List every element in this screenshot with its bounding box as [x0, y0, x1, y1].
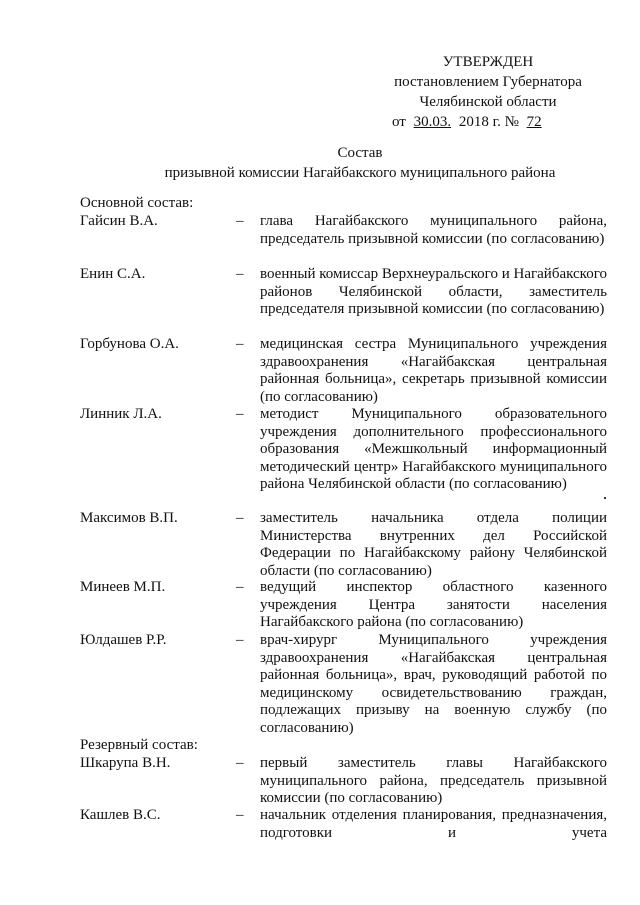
member-role: первый заместитель главы Нагайбакского муниципального района, председатель призывной комиссии (по согласованию) [260, 755, 607, 807]
dash: – [236, 755, 244, 771]
dash: – [236, 579, 244, 595]
approval-block [388, 52, 588, 132]
member-role: методист Муниципального образовательного учреждения дополнительного профессионального образования «Межшкольный информационный методический центр» Нагайбакского муниципального района Челябинской области (по согласованию) [260, 406, 607, 493]
member-name: Шкарупа В.Н. [80, 755, 171, 771]
dash: – [236, 510, 244, 526]
member-name: Максимов В.П. [80, 510, 178, 526]
member-name: Минеев М.П. [80, 579, 166, 595]
member-name: Кашлев В.С. [80, 807, 161, 823]
member-role: ведущий инспектор областного казенного учреждения Центра занятости населения Нагайбакского района (по согласованию) [260, 579, 607, 631]
member-entry [80, 266, 607, 319]
approval-line-2: Челябинской области [419, 94, 557, 110]
approval-date-line [388, 112, 588, 132]
member-role: начальник отделения планирования, предназначения, подготовки и учета [260, 807, 607, 841]
member-name: Горбунова О.А. [80, 336, 179, 352]
decree-number: 72 [526, 114, 542, 130]
dash: – [236, 336, 244, 352]
dash: – [236, 266, 244, 282]
member-entry [80, 336, 607, 406]
member-role: врач-хирург Муниципального учреждения здравоохранения «Нагайбакская центральная районная больница», врач, руководящий работой по медицинскому освидетельствованию граждан, подлежащих призыву на военную службу (по согласованию) [260, 632, 607, 736]
member-role: заместитель начальника отдела полиции Министерства внутренних дел Российской Федерации по Нагайбакскому району Челябинской области (по согласованию) [260, 510, 607, 579]
date-value: 30.03. [413, 114, 452, 130]
member-entry [80, 807, 607, 842]
approval-line-1: постановлением Губернатора [394, 74, 582, 90]
member-name: Гайсин В.А. [80, 213, 158, 229]
heading-subtitle: призывной комиссии Нагайбакского муниципального района [164, 165, 556, 181]
approval-title: УТВЕРЖДЕН [442, 54, 534, 70]
member-entry [80, 755, 607, 808]
scan-speck [604, 497, 606, 499]
member-entry [80, 579, 607, 632]
member-entry [80, 213, 607, 248]
member-role: медицинская сестра Муниципального учреждения здравоохранения «Нагайбакская центральная районная больница», секретарь призывной комиссии (по согласованию) [260, 336, 607, 405]
member-entry [80, 510, 607, 580]
dash: – [236, 632, 244, 648]
member-name: Енин С.А. [80, 266, 146, 282]
dash: – [236, 807, 244, 823]
date-prefix: от [392, 114, 406, 130]
member-entry [80, 406, 607, 494]
member-entry [80, 632, 607, 738]
dash: – [236, 406, 244, 422]
date-suffix: 2018 г. № [458, 114, 519, 130]
heading-title: Состав [337, 145, 383, 161]
member-role: военный комиссар Верхнеуральского и Нагайбакского районов Челябинской области, заместитель председателя призывной комиссии (по согласованию) [260, 266, 607, 318]
reserve-section-label: Резервный состав: [80, 737, 198, 753]
member-name: Линник Л.А. [80, 406, 162, 422]
main-section-label: Основной состав: [80, 195, 194, 211]
member-name: Юлдашев Р.Р. [80, 632, 167, 648]
document-heading [0, 143, 640, 183]
dash: – [236, 213, 244, 229]
member-role: глава Нагайбакского муниципального района, председатель призывной комиссии (по согласованию) [260, 213, 607, 247]
